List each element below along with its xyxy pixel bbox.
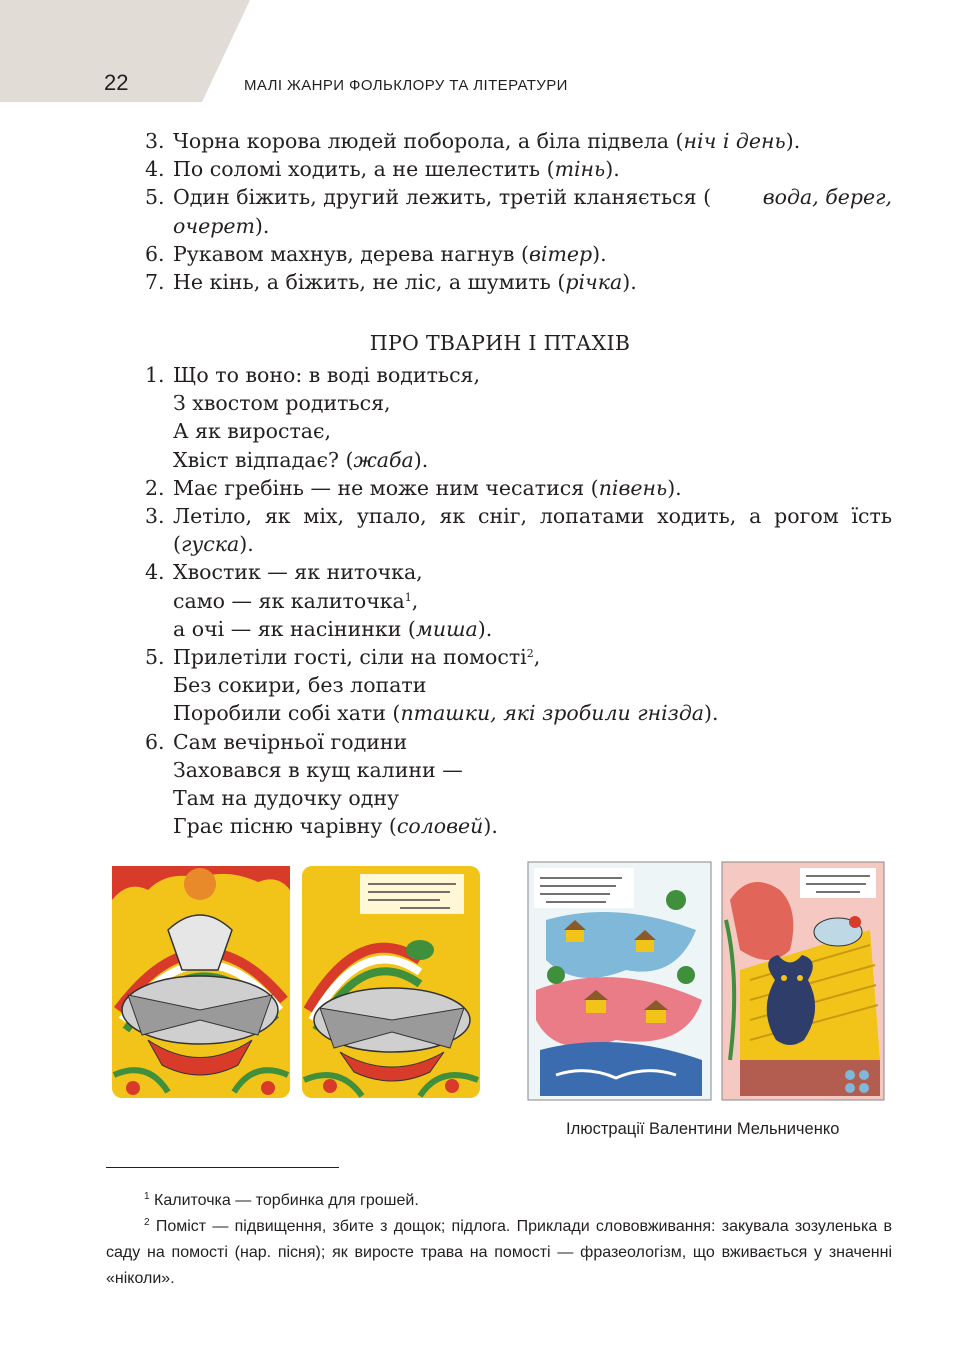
- footnote-ref-1[interactable]: 1: [404, 590, 412, 604]
- footnote-2: $^2$ Поміст — підвищення, збите з дощок; підлога. Приклади слововживання: закувала зозуленька в саду на помості (нар. пісня); як виросте трава на помості — фразеологізм, що вживається у значенні «ніколи».: [106, 1217, 892, 1287]
- riddle-5: 5. Один біжить, другий лежить, третій кланяється ( вода, берег,: [145, 185, 892, 210]
- animal-riddle-5: 5. Прилетіли гості, сіли на помості$^2$,: [145, 645, 541, 670]
- riddle-5-continuation: очерет).: [173, 213, 270, 238]
- animal-riddle-4: 4. Хвостик — як ниточка,: [145, 560, 423, 585]
- section-heading: ПРО ТВАРИН І ПТАХІВ: [369, 331, 631, 355]
- footnotes: [106, 1188, 892, 1292]
- running-title: МАЛІ ЖАНРИ ФОЛЬКЛОРУ ТА ЛІТЕРАТУРИ: [244, 77, 568, 94]
- illustration-bird-rainbow-text: [300, 860, 484, 1102]
- footnote-ref-2[interactable]: 2: [526, 647, 534, 661]
- riddle-3: 3. Чорна корова людей поборола, а біла підвела (ніч і день).: [145, 129, 801, 153]
- illustration-village: [526, 860, 713, 1102]
- riddles-top-block: [145, 127, 905, 296]
- animal-riddle-6: 6. Сам вечірньої години: [145, 729, 408, 754]
- page-number: 22: [104, 70, 129, 95]
- illustrations-caption: Ілюстрації Валентини Мельниченко: [566, 1120, 840, 1138]
- footnote-separator: [106, 1167, 339, 1168]
- animal-riddle-2: 2. Має гребінь — не може ним чесатися (півень).: [145, 475, 682, 500]
- riddle-4: 4. По соломі ходить, а не шелестить (тінь).: [145, 157, 620, 182]
- footnote-1: $^1$ Калиточка — торбинка для грошей.: [144, 1191, 419, 1209]
- illustration-bird-rainbow: [108, 860, 294, 1102]
- animal-riddle-3: 3. Летіло, як міх, упало, як сніг, лопатами ходить, а рогом їсть: [145, 504, 892, 529]
- riddle-7: 7. Не кінь, а біжить, не ліс, а шумить (річка).: [145, 270, 637, 295]
- riddle-6: 6. Рукавом махнув, дерева нагнув (вітер).: [145, 241, 607, 266]
- animal-riddles-block: 1. Що то воно: в воді водиться, З хвостом родиться, А як виростає, Хвіст відпадає? (жаба). 2. Має гребінь — не може ним чесатися (півень). 3. Летіло, як міх, упало, як сніг, лопатами ходить, а рогом їсть (гуска). 4. Хвостик — як ниточка, само — як калиточка$^1$, а очі — як насінинки (миша). 5. Прилетіли гості, сіли на помості$^2$, Без сокири, без лопати Поробили собі хати (пташки, які зробили гнізда). 6. Сам вечірньої години Заховався в кущ калини — Там на дудочку одну Грає пісню чарівну (соловей).: [145, 361, 905, 840]
- animal-riddle-1: 1. Що то воно: в воді водиться,: [145, 363, 480, 387]
- illustration-bird-cat: [720, 860, 886, 1102]
